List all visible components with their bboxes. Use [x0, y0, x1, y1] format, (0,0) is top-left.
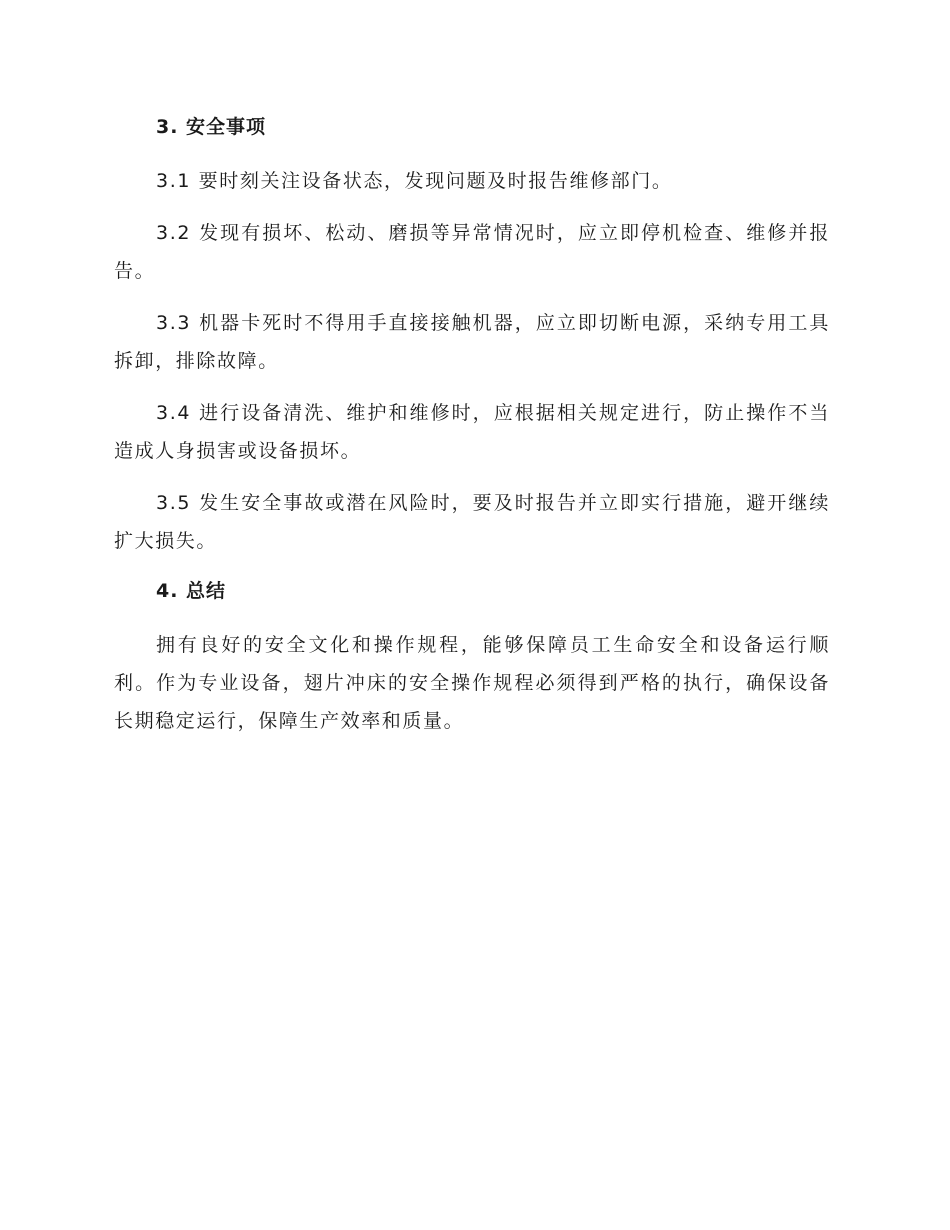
section-4-heading: 4. 总结: [156, 580, 227, 602]
document-body: [114, 110, 830, 754]
section-3-item-3: 3.3 机器卡死时不得用手直接接触机器，应立即切断电源，采纳专用工具拆卸，排除故障。: [114, 312, 830, 372]
section-3-heading: 3. 安全事项: [156, 116, 267, 138]
section-3-item-1: 3.1 要时刻关注设备状态，发现问题及时报告维修部门。: [156, 170, 673, 192]
section-3-item-4: 3.4 进行设备清洗、维护和维修时，应根据相关规定进行，防止操作不当造成人身损害或设备损坏。: [114, 402, 830, 462]
section-4-body: 拥有良好的安全文化和操作规程，能够保障员工生命安全和设备运行顺利。作为专业设备，翅片冲床的安全操作规程必须得到严格的执行，确保设备长期稳定运行，保障生产效率和质量。: [114, 634, 830, 732]
section-3-item-5: 3.5 发生安全事故或潜在风险时，要及时报告并立即实行措施，避开继续扩大损失。: [114, 492, 830, 552]
section-3-item-2: 3.2 发现有损坏、松动、磨损等异常情况时，应立即停机检查、维修并报告。: [114, 222, 830, 282]
